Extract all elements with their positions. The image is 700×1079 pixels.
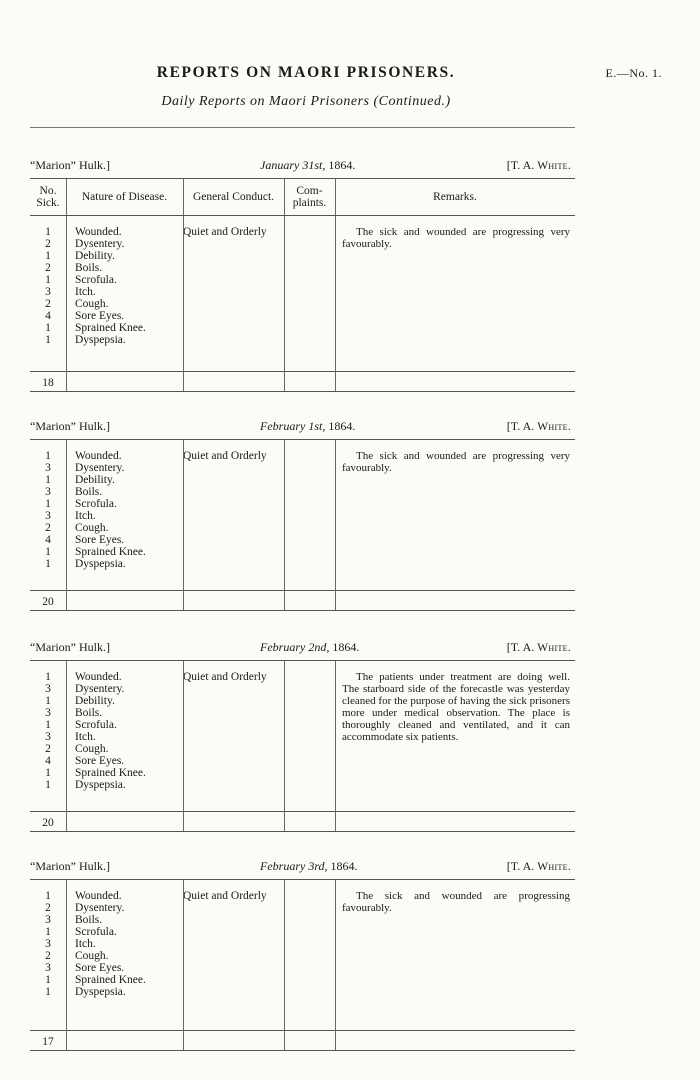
daily-report bbox=[30, 857, 575, 1051]
column-rule bbox=[335, 179, 336, 215]
sick-count: 2 bbox=[45, 743, 51, 755]
sick-count: 1 bbox=[45, 250, 51, 262]
reporting-officer: [T. A. White. bbox=[506, 158, 571, 172]
sick-count: 4 bbox=[45, 534, 51, 546]
sick-count: 3 bbox=[45, 683, 51, 695]
vessel-name: “Marion” Hulk.] bbox=[30, 859, 110, 873]
total-row bbox=[30, 590, 575, 611]
disease-list bbox=[75, 450, 185, 570]
report-date: February 2nd, 1864. bbox=[260, 640, 360, 654]
column-rule bbox=[183, 440, 184, 610]
disease-name: Scrofula. bbox=[75, 719, 117, 731]
vessel-name: “Marion” Hulk.] bbox=[30, 419, 110, 433]
report-date: February 1st, 1864. bbox=[260, 419, 356, 433]
disease-list bbox=[75, 671, 185, 791]
disease-name: Dysentery. bbox=[75, 462, 125, 474]
sick-count: 1 bbox=[45, 767, 51, 779]
page-title: REPORTS ON MAORI PRISONERS. bbox=[156, 64, 456, 81]
disease-name: Boils. bbox=[75, 707, 103, 719]
vessel-name: “Marion” Hulk.] bbox=[30, 158, 110, 172]
report-heading bbox=[30, 638, 575, 660]
reporting-officer: [T. A. White. bbox=[506, 640, 571, 654]
disease-name: Boils. bbox=[75, 486, 103, 498]
report-heading bbox=[30, 156, 575, 178]
disease-name: Itch. bbox=[75, 938, 96, 950]
report-heading bbox=[30, 417, 575, 439]
disease-name: Scrofula. bbox=[75, 498, 117, 510]
col-nature: Nature of Disease. bbox=[81, 191, 168, 203]
sick-counts bbox=[30, 671, 66, 791]
sick-count: 1 bbox=[45, 322, 51, 334]
disease-list bbox=[75, 226, 185, 346]
col-remarks: Remarks. bbox=[433, 191, 477, 203]
sick-count: 1 bbox=[45, 779, 51, 791]
column-rule bbox=[66, 179, 67, 215]
daily-report bbox=[30, 417, 575, 611]
column-rule bbox=[284, 880, 285, 1050]
sick-count: 1 bbox=[45, 498, 51, 510]
table-body bbox=[30, 216, 575, 391]
disease-name: Wounded. bbox=[75, 671, 122, 683]
disease-name: Dyspepsia. bbox=[75, 334, 126, 346]
sick-count: 2 bbox=[45, 298, 51, 310]
column-rule bbox=[335, 880, 336, 1050]
col-conduct: General Conduct. bbox=[192, 191, 275, 203]
report-date: January 31st, 1864. bbox=[260, 158, 356, 172]
column-rule bbox=[66, 216, 67, 391]
sick-count: 3 bbox=[45, 707, 51, 719]
reporting-officer: [T. A. White. bbox=[506, 859, 571, 873]
sick-count: 1 bbox=[45, 450, 51, 462]
disease-name: Dysentery. bbox=[75, 238, 125, 250]
disease-name: Sprained Knee. bbox=[75, 767, 146, 779]
disease-name: Debility. bbox=[75, 695, 115, 707]
disease-name: Cough. bbox=[75, 522, 109, 534]
column-rule bbox=[183, 179, 184, 215]
disease-name: Sore Eyes. bbox=[75, 534, 125, 546]
table-body bbox=[30, 880, 575, 1050]
total-sick: 20 bbox=[42, 596, 54, 608]
sick-count: 2 bbox=[45, 902, 51, 914]
sick-count: 3 bbox=[45, 286, 51, 298]
disease-name: Sprained Knee. bbox=[75, 974, 146, 986]
sick-count: 4 bbox=[45, 755, 51, 767]
sick-count: 3 bbox=[45, 486, 51, 498]
daily-report bbox=[30, 638, 575, 832]
sick-count: 1 bbox=[45, 546, 51, 558]
disease-name: Cough. bbox=[75, 298, 109, 310]
disease-name: Boils. bbox=[75, 914, 103, 926]
column-rule bbox=[183, 216, 184, 391]
report-table bbox=[30, 178, 575, 392]
header-divider bbox=[30, 127, 575, 128]
table-header bbox=[30, 179, 575, 216]
report-heading bbox=[30, 857, 575, 879]
column-rule bbox=[66, 880, 67, 1050]
disease-name: Sore Eyes. bbox=[75, 962, 125, 974]
sick-count: 1 bbox=[45, 986, 51, 998]
total-row bbox=[30, 1030, 575, 1051]
disease-name: Scrofula. bbox=[75, 926, 117, 938]
report-table bbox=[30, 879, 575, 1051]
column-rule bbox=[284, 661, 285, 831]
general-conduct: Quiet and Orderly bbox=[183, 671, 267, 683]
sick-count: 2 bbox=[45, 238, 51, 250]
general-conduct: Quiet and Orderly bbox=[183, 890, 267, 902]
reporting-officer: [T. A. White. bbox=[506, 419, 571, 433]
total-sick: 20 bbox=[42, 817, 54, 829]
col-complaints: Com- plaints. bbox=[292, 185, 327, 209]
column-rule bbox=[335, 440, 336, 610]
disease-name: Dyspepsia. bbox=[75, 986, 126, 998]
total-sick: 18 bbox=[42, 377, 54, 389]
col-no-sick: No. Sick. bbox=[36, 185, 60, 209]
remarks-text: The patients under treatment are doing well. The starboard side of the forecastle was yesterday cleaned for the purpose of having the sick prisoners more under medical observation. The place is thoroughly cleaned and ventilated, and it can accommodate six patients. bbox=[342, 671, 570, 743]
disease-name: Wounded. bbox=[75, 450, 122, 462]
sick-count: 1 bbox=[45, 719, 51, 731]
remarks-text: The sick and wounded are progressing very favourably. bbox=[342, 450, 570, 474]
sick-count: 1 bbox=[45, 890, 51, 902]
column-rule bbox=[335, 216, 336, 391]
sick-counts bbox=[30, 226, 66, 346]
page-subtitle: Daily Reports on Maori Prisoners (Continued.) bbox=[161, 94, 451, 109]
disease-name: Dyspepsia. bbox=[75, 558, 126, 570]
sick-count: 3 bbox=[45, 962, 51, 974]
remarks-text: The sick and wounded are progressing very favourably. bbox=[342, 226, 570, 250]
disease-name: Sore Eyes. bbox=[75, 755, 125, 767]
disease-name: Cough. bbox=[75, 743, 109, 755]
sick-count: 2 bbox=[45, 950, 51, 962]
report-date: February 3rd, 1864. bbox=[260, 859, 358, 873]
sick-count: 3 bbox=[45, 731, 51, 743]
sick-count: 1 bbox=[45, 226, 51, 238]
column-rule bbox=[284, 179, 285, 215]
vessel-name: “Marion” Hulk.] bbox=[30, 640, 110, 654]
sick-count: 1 bbox=[45, 558, 51, 570]
daily-report bbox=[30, 156, 575, 392]
sick-count: 3 bbox=[45, 462, 51, 474]
disease-name: Scrofula. bbox=[75, 274, 117, 286]
disease-name: Itch. bbox=[75, 286, 96, 298]
sick-count: 1 bbox=[45, 274, 51, 286]
disease-name: Sprained Knee. bbox=[75, 546, 146, 558]
column-rule bbox=[284, 216, 285, 391]
table-body bbox=[30, 661, 575, 831]
sick-count: 4 bbox=[45, 310, 51, 322]
remarks-text: The sick and wounded are progressing favourably. bbox=[342, 890, 570, 914]
disease-name: Dysentery. bbox=[75, 902, 125, 914]
sick-counts bbox=[30, 450, 66, 570]
sick-count: 1 bbox=[45, 926, 51, 938]
sick-count: 3 bbox=[45, 510, 51, 522]
disease-name: Boils. bbox=[75, 262, 103, 274]
table-body bbox=[30, 440, 575, 610]
disease-name: Itch. bbox=[75, 510, 96, 522]
sick-count: 1 bbox=[45, 695, 51, 707]
column-rule bbox=[183, 880, 184, 1050]
sick-count: 2 bbox=[45, 262, 51, 274]
disease-name: Dyspepsia. bbox=[75, 779, 126, 791]
total-row bbox=[30, 371, 575, 392]
disease-name: Itch. bbox=[75, 731, 96, 743]
disease-name: Sprained Knee. bbox=[75, 322, 146, 334]
disease-name: Wounded. bbox=[75, 890, 122, 902]
sick-count: 2 bbox=[45, 522, 51, 534]
general-conduct: Quiet and Orderly bbox=[183, 226, 267, 238]
column-rule bbox=[66, 440, 67, 610]
sick-count: 1 bbox=[45, 334, 51, 346]
total-sick: 17 bbox=[42, 1036, 54, 1048]
document-reference: E.—No. 1. bbox=[605, 66, 662, 80]
sick-count: 1 bbox=[45, 474, 51, 486]
sick-count: 3 bbox=[45, 938, 51, 950]
disease-list bbox=[75, 890, 185, 998]
general-conduct: Quiet and Orderly bbox=[183, 450, 267, 462]
total-row bbox=[30, 811, 575, 832]
disease-name: Sore Eyes. bbox=[75, 310, 125, 322]
report-table bbox=[30, 660, 575, 832]
column-rule bbox=[66, 661, 67, 831]
column-rule bbox=[284, 440, 285, 610]
column-rule bbox=[183, 661, 184, 831]
disease-name: Cough. bbox=[75, 950, 109, 962]
column-rule bbox=[335, 661, 336, 831]
disease-name: Wounded. bbox=[75, 226, 122, 238]
sick-count: 3 bbox=[45, 914, 51, 926]
sick-count: 1 bbox=[45, 671, 51, 683]
sick-counts bbox=[30, 890, 66, 998]
sick-count: 1 bbox=[45, 974, 51, 986]
report-table bbox=[30, 439, 575, 611]
disease-name: Debility. bbox=[75, 250, 115, 262]
disease-name: Debility. bbox=[75, 474, 115, 486]
page-header bbox=[0, 64, 700, 124]
disease-name: Dysentery. bbox=[75, 683, 125, 695]
